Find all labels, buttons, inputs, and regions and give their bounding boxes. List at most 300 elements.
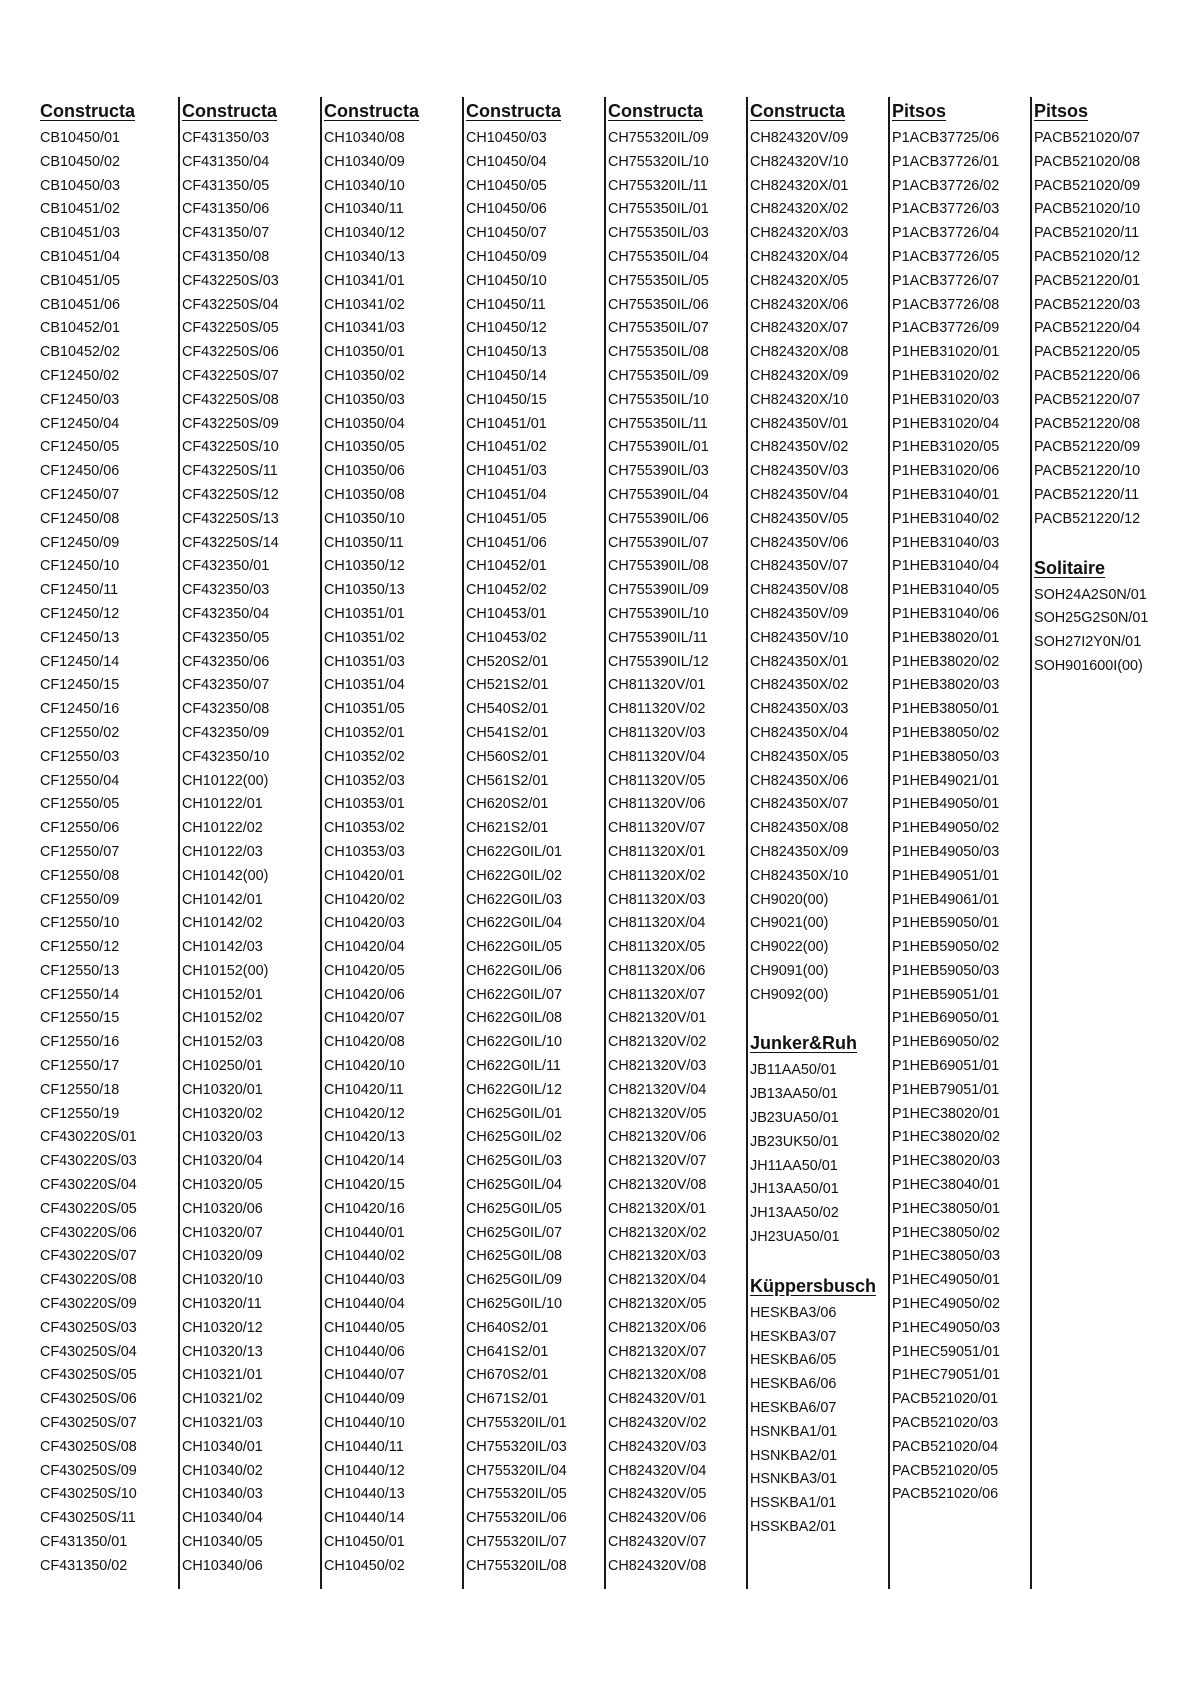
model-number: CH821320V/07 <box>608 1153 707 1170</box>
model-number: CH811320X/07 <box>608 986 706 1003</box>
model-number: CH10320/01 <box>182 1081 263 1098</box>
model-number: PACB521020/11 <box>1034 225 1140 242</box>
model-number: CH10420/10 <box>324 1058 405 1075</box>
model-number: CF12450/06 <box>40 463 120 480</box>
model-number: CH10350/01 <box>324 344 405 361</box>
model-number: CH10350/06 <box>324 463 405 480</box>
model-number: CH755350IL/11 <box>608 415 708 432</box>
model-number: CF431350/02 <box>40 1557 128 1574</box>
model-number: CH625G0IL/02 <box>466 1129 562 1146</box>
model-number: CH10353/03 <box>324 843 405 860</box>
column-2 <box>182 97 310 1579</box>
model-number: PACB521220/10 <box>1034 463 1141 480</box>
model-number: CF12550/07 <box>40 843 120 860</box>
model-number: CH10340/12 <box>324 225 405 242</box>
model-number: CH10321/01 <box>182 1367 263 1384</box>
model-number: CH10420/15 <box>324 1177 405 1194</box>
model-number: CH10350/05 <box>324 439 405 456</box>
model-number: CH755390IL/04 <box>608 486 709 503</box>
model-number: CF12550/18 <box>40 1081 120 1098</box>
model-number: P1HEB31040/05 <box>892 582 1000 599</box>
model-number: CH10340/08 <box>324 130 405 146</box>
model-number: CH10450/13 <box>466 344 547 361</box>
model-number: P1HEC38050/02 <box>892 1224 1001 1241</box>
model-number: CH811320V/01 <box>608 677 706 694</box>
model-number: CH10453/01 <box>466 605 547 622</box>
model-number: CF12550/14 <box>40 986 120 1003</box>
model-number: CH10341/01 <box>324 272 405 289</box>
model-number: P1HEB69051/01 <box>892 1058 1000 1075</box>
model-number: CH625G0IL/07 <box>466 1224 562 1241</box>
model-number: CH540S2/01 <box>466 701 549 718</box>
model-number: CH9092(00) <box>750 986 829 1003</box>
model-number: CH10320/13 <box>182 1343 263 1360</box>
model-number: CF12450/10 <box>40 558 120 575</box>
model-number: P1HEC49050/01 <box>892 1272 1001 1289</box>
model-number: P1HEC38050/03 <box>892 1248 1001 1265</box>
model-number: CF430250S/03 <box>40 1319 137 1336</box>
model-number: CH9022(00) <box>750 939 829 956</box>
model-number: P1HEC49050/03 <box>892 1319 1001 1336</box>
model-number: CF432250S/04 <box>182 296 279 313</box>
model-number: P1HEB69050/01 <box>892 1010 1000 1027</box>
model-number: CH755390IL/11 <box>608 629 708 646</box>
model-number: CH811320V/04 <box>608 748 706 765</box>
model-number: P1HEB31040/06 <box>892 605 1000 622</box>
model-number: CH670S2/01 <box>466 1367 549 1384</box>
model-number: P1HEC79051/01 <box>892 1367 1001 1384</box>
brand-section <box>40 97 168 1579</box>
model-number: CH625G0IL/09 <box>466 1272 562 1289</box>
model-number: CF432250S/07 <box>182 367 279 384</box>
brand-section <box>324 97 452 1579</box>
model-number: P1ACB37726/05 <box>892 248 1000 265</box>
model-number: CH10340/06 <box>182 1557 263 1574</box>
model-number: CF12550/09 <box>40 891 120 908</box>
brand-section <box>182 97 310 1579</box>
model-number: CH10440/04 <box>324 1296 405 1313</box>
model-number: PACB521020/07 <box>1034 130 1141 146</box>
model-number: P1HEB49050/03 <box>892 843 1000 860</box>
model-number: PACB521220/03 <box>1034 296 1141 313</box>
brand-heading: Küppersbusch <box>750 1275 877 1296</box>
model-number: CH10440/09 <box>324 1391 405 1408</box>
model-number: CH755350IL/07 <box>608 320 709 337</box>
model-number: CH821320V/04 <box>608 1081 707 1098</box>
model-number: CH755390IL/07 <box>608 534 709 551</box>
model-number: CF12450/14 <box>40 653 120 670</box>
model-number: CH10320/05 <box>182 1177 263 1194</box>
model-number: JH11AA50/01 <box>750 1157 838 1174</box>
model-number: CH10341/03 <box>324 320 405 337</box>
model-number: CH10351/05 <box>324 701 405 718</box>
model-number: CH10320/11 <box>182 1296 262 1313</box>
model-number: CF430220S/03 <box>40 1153 137 1170</box>
model-number: P1HEC38050/01 <box>892 1200 1001 1217</box>
model-number: CH10340/03 <box>182 1486 263 1503</box>
model-number: CH824350V/02 <box>750 439 849 456</box>
brand-heading: Constructa <box>40 101 136 121</box>
model-number: CH755320IL/01 <box>466 1415 567 1432</box>
model-number: CF430220S/09 <box>40 1296 137 1313</box>
model-number: CH811320X/02 <box>608 867 706 884</box>
model-number: CB10450/02 <box>40 153 121 170</box>
model-number: P1HEB49050/02 <box>892 820 1000 837</box>
column-8 <box>1034 97 1162 679</box>
model-number: CH10321/02 <box>182 1391 263 1408</box>
model-number: CH824350X/01 <box>750 653 849 670</box>
model-number: JH13AA50/02 <box>750 1205 839 1222</box>
model-number: CF430250S/10 <box>40 1486 137 1503</box>
model-number: CH10440/11 <box>324 1438 404 1455</box>
model-number: CH10122/02 <box>182 820 263 837</box>
brand-heading: Pitsos <box>1034 101 1089 121</box>
model-number: JB23UA50/01 <box>750 1110 839 1127</box>
model-number: CH755390IL/10 <box>608 605 709 622</box>
model-number: JB11AA50/01 <box>750 1062 837 1079</box>
model-number: CH824320X/04 <box>750 248 849 265</box>
model-number: CH10440/06 <box>324 1343 405 1360</box>
model-number: P1HEC38020/01 <box>892 1105 1001 1122</box>
model-number: CB10452/01 <box>40 320 121 337</box>
model-number: CH821320V/02 <box>608 1034 707 1051</box>
model-number: P1HEC38040/01 <box>892 1177 1001 1194</box>
model-number: P1HEB49051/01 <box>892 867 1000 884</box>
model-number: PACB521020/01 <box>892 1391 999 1408</box>
model-number: CH10320/12 <box>182 1319 263 1336</box>
model-number: CH755390IL/06 <box>608 510 709 527</box>
model-number: CH821320V/03 <box>608 1058 707 1075</box>
model-number: CH824320X/07 <box>750 320 849 337</box>
model-number: CH824320X/05 <box>750 272 849 289</box>
model-number: P1HEC49050/02 <box>892 1296 1001 1313</box>
model-number: CH824350X/09 <box>750 843 849 860</box>
model-number: CF431350/01 <box>40 1534 128 1551</box>
model-number: CF432250S/12 <box>182 486 279 503</box>
model-number: P1HEC38020/03 <box>892 1153 1001 1170</box>
model-number: CB10452/02 <box>40 344 121 361</box>
model-number: CH641S2/01 <box>466 1343 549 1360</box>
brand-section <box>466 97 594 1579</box>
model-number: CH821320X/02 <box>608 1224 707 1241</box>
model-number: CH824320X/02 <box>750 201 849 218</box>
model-number: CH755350IL/03 <box>608 225 709 242</box>
model-number: CF12550/03 <box>40 748 120 765</box>
model-number: P1HEB31040/01 <box>892 486 1000 503</box>
model-number: CF430220S/01 <box>40 1129 137 1146</box>
model-number: JH13AA50/01 <box>750 1181 839 1198</box>
model-number: CH622G0IL/11 <box>466 1058 561 1075</box>
model-number: CH10142/01 <box>182 891 263 908</box>
model-number: CF12450/09 <box>40 534 120 551</box>
model-number: CH625G0IL/01 <box>466 1105 562 1122</box>
model-number: P1HEB31020/02 <box>892 367 1000 384</box>
model-number: CH824350V/01 <box>750 415 849 432</box>
model-number: CH811320V/03 <box>608 724 706 741</box>
model-number: CF12550/19 <box>40 1105 120 1122</box>
model-number: CH10340/11 <box>324 201 404 218</box>
model-number: P1ACB37726/07 <box>892 272 1000 289</box>
model-number: CH755320IL/05 <box>466 1486 567 1503</box>
model-number: CH625G0IL/10 <box>466 1296 562 1313</box>
brand-heading: Solitaire <box>1034 557 1106 578</box>
model-number: CF430250S/05 <box>40 1367 137 1384</box>
model-number: CH824350X/05 <box>750 748 849 765</box>
model-number: PACB521220/08 <box>1034 415 1141 432</box>
model-number: CF12450/02 <box>40 367 120 384</box>
model-number: CH10350/03 <box>324 391 405 408</box>
model-number: CH10450/14 <box>466 367 547 384</box>
brand-section <box>1034 97 1162 532</box>
model-number: CH10152(00) <box>182 962 269 979</box>
model-number: CH620S2/01 <box>466 796 549 813</box>
model-number: CH811320X/06 <box>608 962 706 979</box>
model-number: CH622G0IL/08 <box>466 1010 562 1027</box>
model-number: CH10350/02 <box>324 367 405 384</box>
model-number: CH622G0IL/01 <box>466 843 562 860</box>
model-number: CH10451/01 <box>466 415 547 432</box>
model-number: CF12450/04 <box>40 415 120 432</box>
model-number: CB10450/03 <box>40 177 121 194</box>
model-number: CH10250/01 <box>182 1058 263 1075</box>
model-number: CH10420/08 <box>324 1034 405 1051</box>
model-number: CH824350V/04 <box>750 486 849 503</box>
model-number: CH755390IL/08 <box>608 558 709 575</box>
model-number: CH10353/01 <box>324 796 405 813</box>
model-number: P1HEB31020/03 <box>892 391 1000 408</box>
model-number: CH755320IL/07 <box>466 1534 567 1551</box>
model-number: CH824320V/06 <box>608 1510 707 1527</box>
model-number: CH10320/04 <box>182 1153 263 1170</box>
model-number: P1HEB49021/01 <box>892 772 1000 789</box>
model-number: CH824350X/06 <box>750 772 849 789</box>
model-number: CF12550/16 <box>40 1034 120 1051</box>
model-number: CH10142/03 <box>182 939 263 956</box>
model-number: CH10440/01 <box>324 1224 405 1241</box>
model-number: CH625G0IL/04 <box>466 1177 562 1194</box>
column-3 <box>324 97 452 1579</box>
model-number: CH10351/04 <box>324 677 405 694</box>
model-number: CF432250S/05 <box>182 320 279 337</box>
model-number: CF12450/13 <box>40 629 120 646</box>
model-number: CF431350/06 <box>182 201 270 218</box>
model-number: CH10350/08 <box>324 486 405 503</box>
model-number: CH10152/03 <box>182 1034 263 1051</box>
model-number: CH10320/06 <box>182 1200 263 1217</box>
column-4 <box>466 97 594 1579</box>
model-number: P1HEB38020/02 <box>892 653 1000 670</box>
model-number: CH10452/02 <box>466 582 547 599</box>
brand-heading: Constructa <box>608 101 704 121</box>
model-number: PACB521020/08 <box>1034 153 1141 170</box>
model-number: CF430250S/07 <box>40 1415 137 1432</box>
model-number: CH10320/02 <box>182 1105 263 1122</box>
model-number: CH824320V/04 <box>608 1462 707 1479</box>
model-number: HSNKBA1/01 <box>750 1423 838 1440</box>
model-number: P1HEC38020/02 <box>892 1129 1001 1146</box>
model-number: CH821320X/05 <box>608 1296 707 1313</box>
model-number: CH755350IL/01 <box>608 201 709 218</box>
model-number: CH10450/11 <box>466 296 546 313</box>
model-number: CH640S2/01 <box>466 1319 549 1336</box>
model-number: CH10451/03 <box>466 463 547 480</box>
model-number: P1HEB38050/03 <box>892 748 1000 765</box>
model-number: CH755320IL/08 <box>466 1557 567 1574</box>
model-number: CH755390IL/03 <box>608 463 709 480</box>
model-number: P1HEB59050/02 <box>892 939 1000 956</box>
model-number: CH10450/02 <box>324 1557 405 1574</box>
model-number: P1ACB37725/06 <box>892 130 1000 146</box>
model-number: CH10122/01 <box>182 796 263 813</box>
model-number: CH622G0IL/02 <box>466 867 562 884</box>
model-number: CH755350IL/10 <box>608 391 709 408</box>
model-number: CH824320X/08 <box>750 344 849 361</box>
model-number: CF430250S/09 <box>40 1462 137 1479</box>
model-number: CH10420/02 <box>324 891 405 908</box>
model-number: CH824350V/09 <box>750 605 849 622</box>
model-number: CH824320V/08 <box>608 1557 707 1574</box>
model-number: CH10351/02 <box>324 629 405 646</box>
model-number: CH821320X/04 <box>608 1272 707 1289</box>
model-number: CF12550/15 <box>40 1010 120 1027</box>
model-number: CH10450/09 <box>466 248 547 265</box>
model-number: PACB521020/09 <box>1034 177 1141 194</box>
model-number: CF430250S/08 <box>40 1438 137 1455</box>
model-number: CH10340/09 <box>324 153 405 170</box>
model-number: CH622G0IL/06 <box>466 962 562 979</box>
brand-heading: Constructa <box>324 101 420 121</box>
model-number: CH824320V/02 <box>608 1415 707 1432</box>
model-number: CH811320V/02 <box>608 701 706 718</box>
model-number: CF432350/07 <box>182 677 270 694</box>
model-number: CF432350/04 <box>182 605 270 622</box>
model-number: CH824350X/08 <box>750 820 849 837</box>
model-number: CF12550/08 <box>40 867 120 884</box>
model-number: CF432250S/03 <box>182 272 279 289</box>
model-number: CF12550/06 <box>40 820 120 837</box>
model-number: CF432250S/06 <box>182 344 279 361</box>
model-number: CF432350/10 <box>182 748 270 765</box>
model-number: CF12550/17 <box>40 1058 120 1075</box>
model-number: P1HEB38020/01 <box>892 629 1000 646</box>
model-number: CH622G0IL/03 <box>466 891 562 908</box>
model-number: CH10420/05 <box>324 962 405 979</box>
model-number: CH821320V/01 <box>608 1010 707 1027</box>
model-number: CH10450/06 <box>466 201 547 218</box>
model-number: CH10420/01 <box>324 867 405 884</box>
model-number: CB10451/05 <box>40 272 121 289</box>
model-number: PACB521020/05 <box>892 1462 999 1479</box>
model-number: P1ACB37726/09 <box>892 320 1000 337</box>
model-number: CH811320V/06 <box>608 796 706 813</box>
brand-heading: Constructa <box>182 101 278 121</box>
model-number: CH821320X/07 <box>608 1343 707 1360</box>
model-number: P1ACB37726/02 <box>892 177 1000 194</box>
model-number: CH10440/03 <box>324 1272 405 1289</box>
model-number: HSSKBA1/01 <box>750 1495 837 1512</box>
model-number: CH625G0IL/03 <box>466 1153 562 1170</box>
model-number: CF12450/05 <box>40 439 120 456</box>
model-number: PACB521220/01 <box>1034 272 1141 289</box>
model-number: CH621S2/01 <box>466 820 549 837</box>
model-number: CH824320V/03 <box>608 1438 707 1455</box>
model-number: CF12450/08 <box>40 510 120 527</box>
model-number: CF12450/11 <box>40 582 119 599</box>
model-number: CH10451/05 <box>466 510 547 527</box>
model-number: CH10420/11 <box>324 1081 404 1098</box>
model-number: CH824320V/01 <box>608 1391 707 1408</box>
model-number: CH622G0IL/07 <box>466 986 562 1003</box>
model-number: PACB521020/06 <box>892 1486 999 1503</box>
model-number: CH10440/14 <box>324 1510 405 1527</box>
model-number: CF430250S/04 <box>40 1343 137 1360</box>
brand-heading: Constructa <box>466 101 562 121</box>
model-number: P1ACB37726/03 <box>892 201 1000 218</box>
model-number: CH10350/12 <box>324 558 405 575</box>
model-number: CF432350/05 <box>182 629 270 646</box>
model-number: CH10450/05 <box>466 177 547 194</box>
model-number: PACB521220/09 <box>1034 439 1141 456</box>
model-number: CH10351/01 <box>324 605 405 622</box>
model-number: CH10152/02 <box>182 1010 263 1027</box>
model-number: CF12450/03 <box>40 391 120 408</box>
model-number: CH9020(00) <box>750 891 829 908</box>
model-number: CF432250S/13 <box>182 510 279 527</box>
model-number: CF432250S/08 <box>182 391 279 408</box>
model-number: CH821320X/01 <box>608 1200 707 1217</box>
model-number: CH755320IL/03 <box>466 1438 567 1455</box>
model-number: PACB521020/10 <box>1034 201 1141 218</box>
model-number: HESKBA3/06 <box>750 1304 837 1321</box>
model-number: CH10450/10 <box>466 272 547 289</box>
model-number: CF430220S/07 <box>40 1248 137 1265</box>
model-number: CH821320V/05 <box>608 1105 707 1122</box>
model-number: CH811320V/07 <box>608 820 706 837</box>
model-number: CH10320/03 <box>182 1129 263 1146</box>
model-number: CH10451/02 <box>466 439 547 456</box>
model-number: CH10450/03 <box>466 130 547 146</box>
column-1 <box>40 97 168 1579</box>
model-number: P1HEB31020/04 <box>892 415 1000 432</box>
model-number: CH10152/01 <box>182 986 263 1003</box>
model-number: CH625G0IL/08 <box>466 1248 562 1265</box>
model-number: CH10340/02 <box>182 1462 263 1479</box>
model-number: CF430220S/05 <box>40 1200 137 1217</box>
model-number: CH622G0IL/04 <box>466 915 562 932</box>
model-number: CH824320X/03 <box>750 225 849 242</box>
brand-section <box>608 97 736 1579</box>
brand-section <box>892 97 1020 1507</box>
model-number: CH541S2/01 <box>466 724 549 741</box>
model-number: CF12550/13 <box>40 962 120 979</box>
column-5 <box>608 97 736 1579</box>
model-number: CH9021(00) <box>750 915 829 932</box>
model-number: CH811320X/05 <box>608 939 706 956</box>
model-number: CH10340/10 <box>324 177 405 194</box>
model-number: CH10340/13 <box>324 248 405 265</box>
model-number: CH10350/10 <box>324 510 405 527</box>
model-number: P1HEB38050/01 <box>892 701 1000 718</box>
model-number: CF12550/04 <box>40 772 120 789</box>
brand-section <box>750 1029 878 1249</box>
model-number: CH10420/06 <box>324 986 405 1003</box>
model-number: CF431350/03 <box>182 130 270 146</box>
model-number: CH824320V/10 <box>750 153 849 170</box>
model-number: CH10420/13 <box>324 1129 405 1146</box>
model-number: CH755350IL/05 <box>608 272 709 289</box>
model-number: CH824350X/02 <box>750 677 849 694</box>
model-number: CH824350V/05 <box>750 510 849 527</box>
